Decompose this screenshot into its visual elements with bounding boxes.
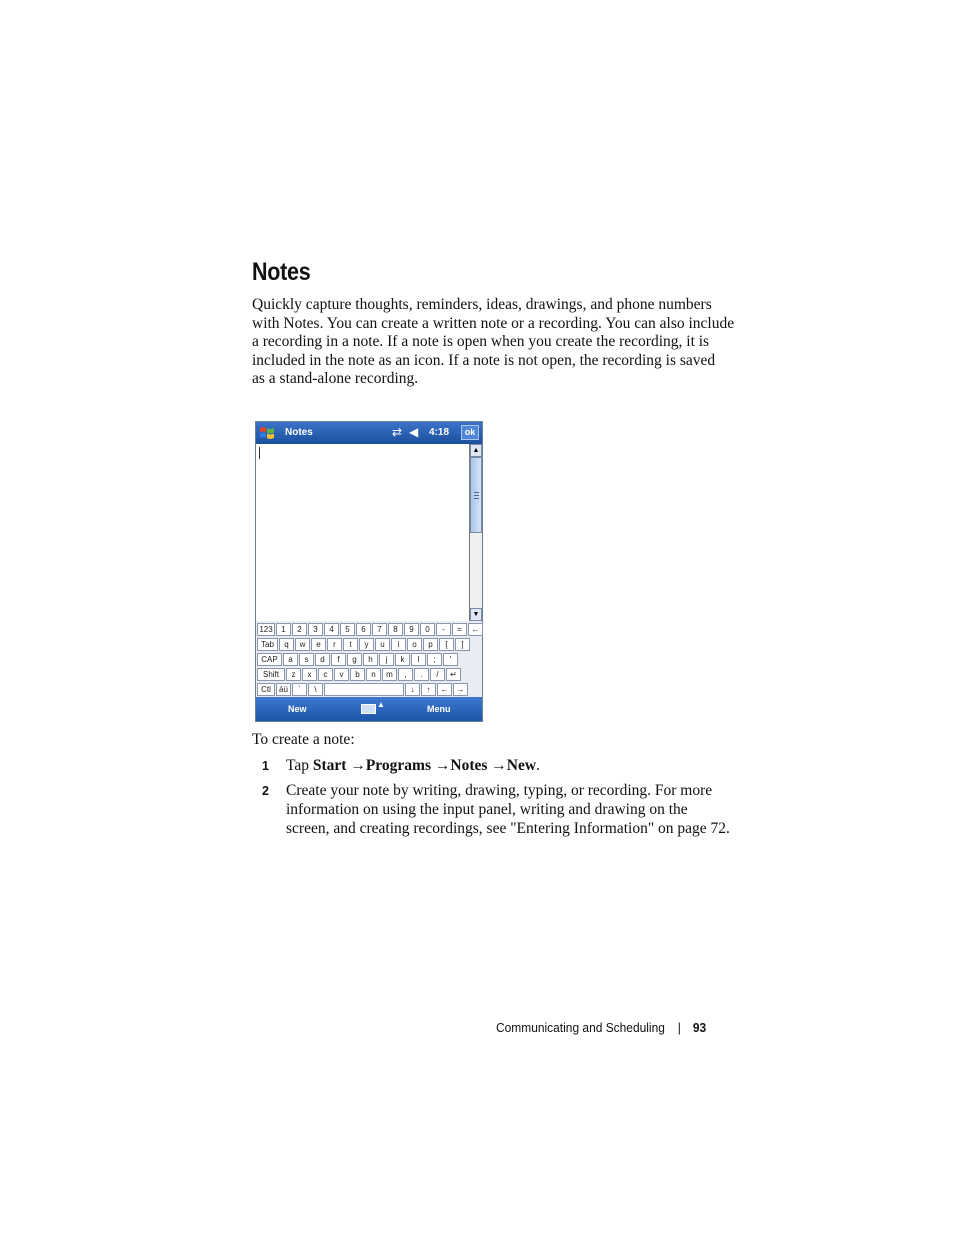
grip-icon — [474, 492, 479, 499]
keyboard-key: 8 — [388, 623, 403, 636]
caret-up-icon: ▲ — [377, 700, 385, 709]
keyboard-key: 123 — [257, 623, 275, 636]
keyboard-key: i — [391, 638, 406, 651]
notes-label: Notes — [450, 757, 488, 774]
step-text — [286, 781, 742, 838]
keyboard-key: e — [311, 638, 326, 651]
keyboard-key: ' — [443, 653, 458, 666]
step-number: 2 — [262, 784, 269, 798]
keyboard-key: 0 — [420, 623, 435, 636]
footer-section: Communicating and Scheduling — [496, 1020, 665, 1035]
keyboard-key: áü — [276, 683, 291, 696]
keyboard-key: 1 — [276, 623, 291, 636]
scrollbar — [470, 444, 482, 621]
keyboard-key: , — [398, 668, 413, 681]
keyboard-key: \ — [308, 683, 323, 696]
keyboard-key: h — [363, 653, 378, 666]
keyboard-key: ← — [468, 623, 483, 636]
keyboard-key: a — [283, 653, 298, 666]
connectivity-icon: ⇄ — [392, 425, 403, 439]
keyboard-key: [ — [439, 638, 454, 651]
start-label: Start — [312, 757, 347, 774]
step-text-tap: Tap — [286, 757, 313, 774]
arrow: → — [346, 757, 366, 774]
page-number: 93 — [692, 1020, 707, 1035]
new-label: New — [506, 757, 537, 774]
keyboard-key: / — [430, 668, 445, 681]
keyboard-key: . — [414, 668, 429, 681]
period: . — [536, 757, 540, 774]
soft-keyboard — [256, 621, 482, 697]
step-text — [286, 756, 742, 775]
keyboard-key: z — [286, 668, 301, 681]
text-caret — [259, 447, 260, 459]
keyboard-key: Ctl — [257, 683, 275, 696]
keyboard-key: ↓ — [405, 683, 420, 696]
keyboard-key: v — [334, 668, 349, 681]
scroll-thumb — [470, 457, 482, 533]
keyboard-key: l — [411, 653, 426, 666]
intro-paragraph — [252, 296, 734, 389]
new-menu: New — [288, 704, 307, 714]
keyboard-key: ` — [292, 683, 307, 696]
keyboard-key: s — [299, 653, 314, 666]
page-footer — [496, 1020, 706, 1035]
space-key — [324, 683, 404, 696]
keyboard-key: b — [350, 668, 365, 681]
app-title: Notes — [285, 427, 313, 438]
title-bar — [256, 422, 482, 444]
step-text-line: screen, and creating recordings, see "Entering Information" on page 72. — [286, 820, 730, 837]
keyboard-key: ] — [455, 638, 470, 651]
keyboard-key: n — [366, 668, 381, 681]
section-heading: Notes — [252, 258, 311, 286]
speaker-icon: ◀ — [409, 425, 419, 439]
intro-line: as a stand-alone recording. — [252, 370, 419, 388]
step-text-line: Create your note by writing, drawing, typing, or recording. For more — [286, 782, 713, 799]
keyboard-key: 5 — [340, 623, 355, 636]
arrow: → — [431, 757, 451, 774]
keyboard-key: g — [347, 653, 362, 666]
step-number: 1 — [262, 759, 269, 773]
scroll-up-icon: ▲ — [470, 444, 482, 457]
clock: 4:18 — [429, 427, 450, 438]
intro-line: with Notes. You can create a written note or a recording. You can also include — [252, 314, 735, 332]
keyboard-key: Shift — [257, 668, 285, 681]
keyboard-key: m — [382, 668, 397, 681]
keyboard-key: Tab — [257, 638, 278, 651]
footer-separator: | — [677, 1020, 681, 1035]
note-writing-area — [256, 444, 470, 621]
keyboard-icon — [361, 704, 376, 714]
keyboard-key: f — [331, 653, 346, 666]
keyboard-key: ↵ — [446, 668, 461, 681]
keyboard-key: ; — [427, 653, 442, 666]
keyboard-key: q — [279, 638, 294, 651]
keyboard-key: y — [359, 638, 374, 651]
step-1 — [252, 756, 742, 775]
keyboard-key: → — [453, 683, 468, 696]
keyboard-key: r — [327, 638, 342, 651]
menu-bar — [256, 697, 482, 721]
intro-line: a recording in a note. If a note is open when you create the recording, it is — [252, 333, 710, 351]
arrow: → — [487, 757, 507, 774]
intro-line: included in the note as an icon. If a note is not open, the recording is saved — [252, 351, 716, 369]
keyboard-key: 6 — [356, 623, 371, 636]
keyboard-key: j — [379, 653, 394, 666]
keyboard-key: 7 — [372, 623, 387, 636]
keyboard-key: 9 — [404, 623, 419, 636]
intro-line: Quickly capture thoughts, reminders, ideas, drawings, and phone numbers — [252, 296, 712, 313]
keyboard-key: 3 — [308, 623, 323, 636]
keyboard-key: d — [315, 653, 330, 666]
scroll-down-icon: ▼ — [470, 608, 482, 621]
keyboard-key: w — [295, 638, 310, 651]
windows-flag-icon — [259, 425, 275, 441]
keyboard-key: c — [318, 668, 333, 681]
keyboard-key: x — [302, 668, 317, 681]
keyboard-key: - — [436, 623, 451, 636]
keyboard-key: CAP — [257, 653, 282, 666]
keyboard-key: = — [452, 623, 467, 636]
steps-caption: To create a note: — [252, 731, 355, 748]
keyboard-key: 2 — [292, 623, 307, 636]
step-text-line: information on using the input panel, writing and drawing on the — [286, 801, 688, 818]
keyboard-key: u — [375, 638, 390, 651]
keyboard-key: o — [407, 638, 422, 651]
steps-list — [252, 756, 742, 838]
keyboard-key: p — [423, 638, 438, 651]
programs-label: Programs — [365, 757, 431, 774]
keyboard-key: t — [343, 638, 358, 651]
ok-button: ok — [461, 425, 479, 440]
keyboard-key: ↑ — [421, 683, 436, 696]
step-2 — [252, 781, 742, 838]
notes-screenshot — [255, 421, 483, 722]
menu-menu: Menu — [427, 704, 451, 714]
keyboard-key: ← — [437, 683, 452, 696]
keyboard-key: 4 — [324, 623, 339, 636]
keyboard-key: k — [395, 653, 410, 666]
